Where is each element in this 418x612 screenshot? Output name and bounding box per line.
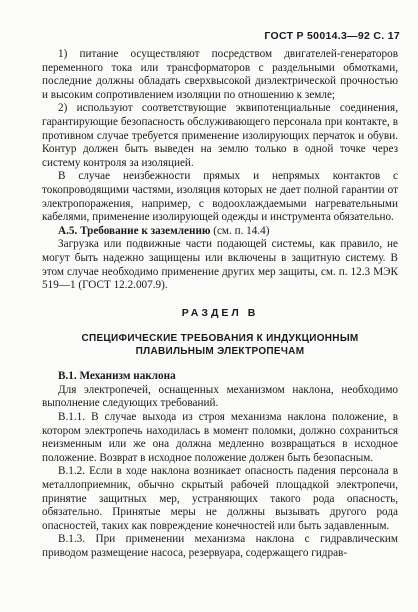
a5-reference: (см. п. 14.4) [210, 224, 270, 237]
paragraph-item-2: 2) используют соответствующие эквипотенциальные соединения, гарантирующие безопасность обслуживающего персонала при контакте, в противном случае требуется применение изолирующих перчаток и обуви. Контур должен быть выведен на землю только в одной точке через систему контроля за изоляцией. [42, 102, 398, 169]
a5-heading-line [42, 225, 398, 239]
b12-paragraph: В.1.2. Если в ходе наклона возникает опасность падения персонала в металлоприемник, обычно скрытый рабочей площадкой электропечи, принятие защитных мер, устраняющих такого рода опасность, обязательно. Принятые меры не должны вызывать другого рода опасностей, таких как повреждение конечностей или быть задавленным. [42, 465, 398, 532]
a5-heading: А.5. Требование к заземлению [58, 224, 211, 237]
page-header: ГОСТ Р 50014.3—92 С. 17 [264, 30, 400, 42]
paragraph-contacts: В случае неизбежности прямых и непрямых контактов с токопроводящими частями, изоляция которых не дает полной гарантии от электропоражения, например, с водоохлаждаемыми нагревательными кабелями, применение изолирующей одежды и инструмента обязательно. [42, 170, 398, 224]
b11-paragraph: В.1.1. В случае выхода из строя механизма наклона положение, в котором электропечь находилась в момент поломки, должно сохраниться неизменным или же она должна медленно возвращаться в исходное положение. Возврат в исходное положение должен быть безопасным. [42, 411, 398, 464]
b1-heading: В.1. Механизм наклона [58, 370, 176, 383]
paragraph-item-1: 1) питание осуществляют посредством двигателей-генераторов переменного тока или трансформаторов с раздельными обмотками, последние должны обладать сверхвысокой диэлектрической прочностью и высоким сопротивлением изоляции по отношению к земле; [42, 48, 398, 101]
b13-paragraph: В.1.3. При применении механизма наклона с гидравлическим приводом размещение насоса, резервуара, содержащего гидрав- [42, 533, 398, 559]
a5-paragraph: Загрузка или подвижные части подающей системы, как правило, не могут быть надежно защищены или включены в защитную систему. В этом случае необходимо применение других мер защиты, см. п. 12.3 МЭК 519—1 (ГОСТ 12.2.007.9). [42, 238, 398, 292]
section-subtitle: СПЕЦИФИЧЕСКИЕ ТРЕБОВАНИЯ К ИНДУКЦИОННЫМ ПЛАВИЛЬНЫМ ЭЛЕКТРОПЕЧАМ [81, 333, 359, 358]
section-title: РАЗДЕЛ В [181, 306, 259, 319]
b1-intro: Для электропечей, оснащенных механизмом наклона, необходимо выполнение следующих требований. [42, 383, 398, 410]
page-body [42, 48, 398, 561]
